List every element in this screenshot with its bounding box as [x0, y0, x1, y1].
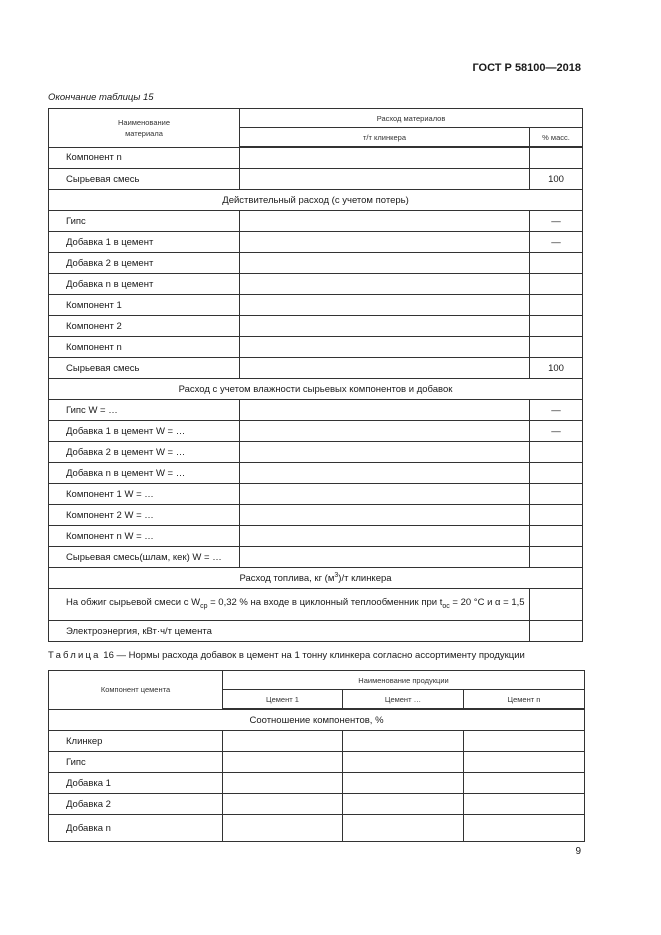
row-name: Гипс [49, 752, 223, 773]
cell-pct [530, 337, 583, 358]
cell-pct [530, 526, 583, 547]
row-name: Добавка n в цемент W = … [49, 463, 240, 484]
col-header-consumption: Расход материалов [240, 109, 583, 128]
cell-cement [464, 752, 585, 773]
section-row [49, 190, 583, 211]
standard-number: ГОСТ Р 58100—2018 [472, 62, 581, 74]
cell-cement [464, 815, 585, 842]
row-name: Гипс [49, 211, 240, 232]
electricity-row-text: Электроэнергия, кВт·ч/т цемента [49, 621, 530, 642]
col-header-cement-n: Цемент n [464, 690, 585, 710]
cell-tt [240, 526, 530, 547]
cell-tt [240, 147, 530, 169]
firing-row-text [49, 589, 530, 621]
row-name: Компонент 1 [49, 295, 240, 316]
cell-cement [343, 773, 464, 794]
table-row [49, 505, 583, 526]
cell-cement [343, 794, 464, 815]
row-name: Добавка 1 в цемент W = … [49, 421, 240, 442]
cell-pct [530, 621, 583, 642]
cell-cement [223, 773, 343, 794]
cell-tt [240, 400, 530, 421]
table16-caption [48, 650, 525, 661]
row-name: Добавка n в цемент [49, 274, 240, 295]
table-row [49, 547, 583, 568]
row-name: Сырьевая смесь [49, 169, 240, 190]
table15-caption: Окончание таблицы 15 [48, 92, 154, 103]
cell-pct: — [530, 400, 583, 421]
row-name: Компонент n [49, 147, 240, 169]
col-header-pct: % масс. [530, 128, 583, 148]
table-row [49, 621, 583, 642]
col-header-material: Наименование материала [49, 109, 240, 148]
cell-pct: — [530, 211, 583, 232]
cell-tt [240, 274, 530, 295]
col-header-component: Компонент цемента [49, 671, 223, 710]
cell-tt [240, 316, 530, 337]
cell-tt [240, 463, 530, 484]
fuel-sup: 3 [334, 571, 339, 579]
firing-text-c: = 20 °С и α = 1,5 [449, 596, 525, 608]
row-name: Компонент 2 W = … [49, 505, 240, 526]
col-header-cement-2: Цемент … [343, 690, 464, 710]
section-row [49, 568, 583, 589]
section-row [49, 709, 585, 731]
section-row [49, 379, 583, 400]
table-row [49, 337, 583, 358]
section-actual-consumption: Действительный расход (с учетом потерь) [49, 190, 583, 211]
table-row [49, 232, 583, 253]
cell-pct [530, 484, 583, 505]
cell-pct: — [530, 232, 583, 253]
cell-cement [223, 815, 343, 842]
cell-pct [530, 253, 583, 274]
row-name: Компонент n W = … [49, 526, 240, 547]
row-name: Компонент n [49, 337, 240, 358]
row-name: Клинкер [49, 731, 223, 752]
section-moisture-consumption: Расход с учетом влажности сырьевых компонентов и добавок [49, 379, 583, 400]
table-row [49, 169, 583, 190]
fuel-text-b: )/т клинкера [338, 573, 392, 585]
firing-sub-2: ос [442, 602, 450, 610]
table-row [49, 442, 583, 463]
row-name: Добавка 1 [49, 773, 223, 794]
row-name: Гипс W = … [49, 400, 240, 421]
table-row [49, 211, 583, 232]
cell-tt [240, 442, 530, 463]
row-name: Добавка 2 в цемент [49, 253, 240, 274]
table-row [49, 752, 585, 773]
table16-caption-text: 16 — Нормы расхода добавок в цемент на 1 тонну клинкера согласно ассортименту продукции [100, 650, 525, 661]
cell-pct [530, 589, 583, 621]
col-header-products: Наименование продукции [223, 671, 585, 690]
cell-cement [223, 731, 343, 752]
col-header-tt: т/т клинкера [240, 128, 530, 148]
table-row [49, 147, 583, 169]
table-row [49, 253, 583, 274]
table-row [49, 421, 583, 442]
table-row [49, 358, 583, 379]
table-row [49, 815, 585, 842]
table-row [49, 589, 583, 621]
cell-cement [343, 752, 464, 773]
table-row [49, 731, 585, 752]
table-row [49, 400, 583, 421]
row-name: Сырьевая смесь(шлам, кек) W = … [49, 547, 240, 568]
cell-tt [240, 505, 530, 526]
table-row [49, 274, 583, 295]
cell-pct [530, 316, 583, 337]
table-row [49, 773, 585, 794]
firing-text-a: На обжиг сырьевой смеси с W [66, 596, 201, 608]
row-name: Добавка 2 в цемент W = … [49, 442, 240, 463]
section-fuel-consumption [49, 568, 583, 589]
row-name: Компонент 1 W = … [49, 484, 240, 505]
cell-pct [530, 505, 583, 526]
table-row [49, 295, 583, 316]
cell-cement [343, 731, 464, 752]
row-name: Компонент 2 [49, 316, 240, 337]
cell-tt [240, 337, 530, 358]
section-component-ratio: Соотношение компонентов, % [49, 709, 585, 731]
cell-cement [464, 731, 585, 752]
cell-pct [530, 147, 583, 169]
cell-cement [223, 794, 343, 815]
table16-caption-word: Таблица [48, 650, 101, 661]
cell-tt [240, 295, 530, 316]
row-name: Добавка 2 [49, 794, 223, 815]
cell-tt [240, 169, 530, 190]
table-row [49, 794, 585, 815]
cell-pct: 100 [530, 358, 583, 379]
page-number: 9 [575, 846, 581, 857]
cell-tt [240, 232, 530, 253]
table-16 [48, 670, 585, 842]
cell-cement [343, 815, 464, 842]
table-row [49, 316, 583, 337]
row-name: Добавка n [49, 815, 223, 842]
cell-cement [464, 794, 585, 815]
table-row [49, 526, 583, 547]
cell-tt [240, 547, 530, 568]
cell-pct [530, 547, 583, 568]
firing-sub-1: ср [200, 602, 208, 610]
cell-tt [240, 484, 530, 505]
cell-pct [530, 295, 583, 316]
cell-pct [530, 463, 583, 484]
table-row [49, 463, 583, 484]
row-name: Добавка 1 в цемент [49, 232, 240, 253]
cell-tt [240, 253, 530, 274]
cell-tt [240, 358, 530, 379]
row-name: Сырьевая смесь [49, 358, 240, 379]
cell-cement [464, 773, 585, 794]
cell-cement [223, 752, 343, 773]
table-row [49, 484, 583, 505]
cell-pct: 100 [530, 169, 583, 190]
cell-pct: — [530, 421, 583, 442]
cell-tt [240, 421, 530, 442]
fuel-text-a: Расход топлива, кг (м [239, 573, 335, 585]
cell-pct [530, 442, 583, 463]
cell-tt [240, 211, 530, 232]
col-header-cement-1: Цемент 1 [223, 690, 343, 710]
table-15 [48, 108, 583, 642]
firing-text-b: = 0,32 % на входе в циклонный теплообменник при t [207, 596, 443, 608]
cell-pct [530, 274, 583, 295]
